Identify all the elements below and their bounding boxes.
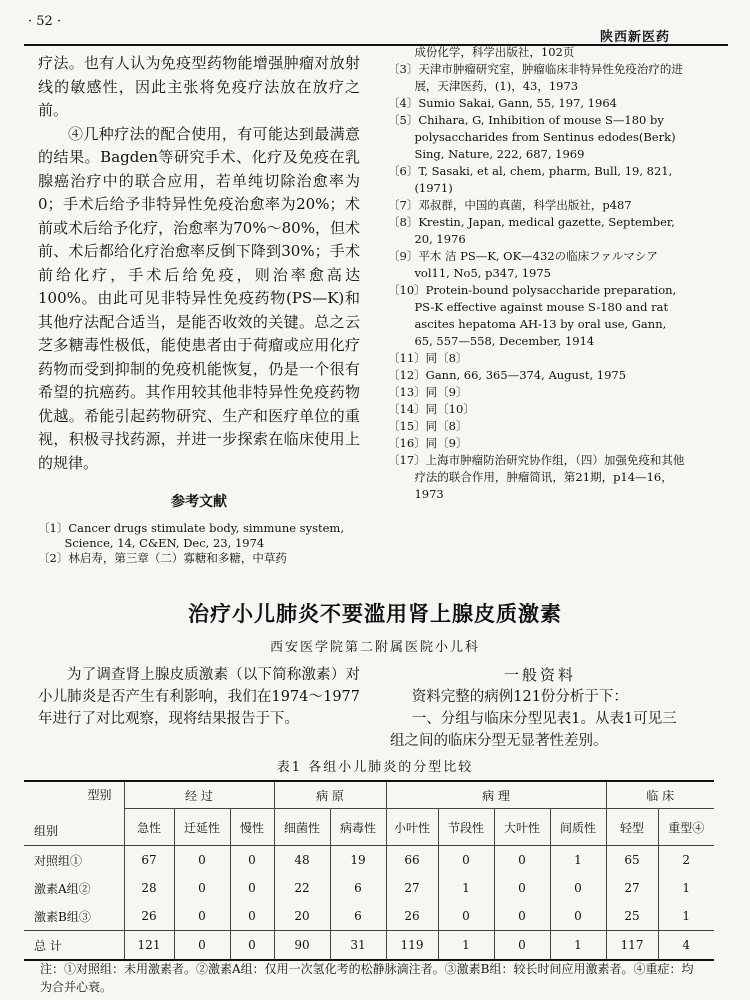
table-cell: 26: [124, 902, 174, 931]
row-label: 总 计: [24, 931, 124, 961]
table-cell: 0: [174, 874, 230, 902]
table-cell: 0: [550, 874, 606, 902]
paragraph: ④几种疗法的配合使用，有可能达到最满意的结果。Bagden等研究手术、化疗及免疫在乳腺癌治疗中的联合应用，若单纯切除治愈率为0；手术后给予非特异性免疫治愈率为20%；术前或术后给予化疗，治愈率为70%～80%，但术前、术后都给化疗治愈率反倒下降到30%；手术前给化疗，手术后给免疫，则治率愈高达100%。由此可见非特异性免疫药物(PS—K)和其他疗法配合适当，是能否收效的关键。总之云芝多糖毒性极低，能使患者由于荷瘤或应用化疗药物而受到抑制的免疫机能恢复，仍是一个很有希望的抗癌药。其作用较其他非特异性免疫药物优越。希能引起药物研究、生产和医疗单位的重视，积极寻找药源，并进一步探索在临床使用上的规律。: [38, 124, 360, 472]
table-row: [24, 874, 714, 902]
table-cell: 26: [386, 902, 438, 931]
reference-item: 〔17〕上海市肿瘤防治研究协作组，（四）加强免疫和其他疗法的联合作用，肿瘤简讯，第21期，p14—16，1973: [388, 453, 685, 501]
column-header: 间质性: [550, 809, 606, 846]
table-row: [24, 846, 714, 875]
table-cell: 0: [174, 931, 230, 961]
column-header: 细菌性: [274, 809, 330, 846]
column-header: 节段性: [438, 809, 494, 846]
table-cell: 1: [550, 846, 606, 875]
column-header: 急性: [124, 809, 174, 846]
group-header: 经 过: [124, 781, 274, 809]
reference-item: 〔7〕邓叔群，中国的真菌，科学出版社，p487: [388, 198, 632, 212]
reference-item: 〔13〕同〔9〕: [388, 385, 468, 399]
table-cell: 48: [274, 846, 330, 875]
reference-item: 〔12〕Gann, 66, 365—374, August, 1975: [388, 368, 627, 382]
table-cell: 0: [494, 902, 550, 931]
group-header: 病 理: [386, 781, 606, 809]
paragraph: 为了调查肾上腺皮质激素（以下简称激素）对小儿肺炎是否产生有利影响，我们在1974～1977年进行了对比观察，现将结果报告于下。: [38, 667, 360, 727]
table-cell: 22: [274, 874, 330, 902]
reference-item: 〔10〕Protein-bound polysaccharide preparation, PS-K effective against mouse S-180 and rat ascites hepatoma AH-13 by oral use, Gann, 65, 557—558, December, 1914: [388, 283, 677, 348]
references-title: 参考文献: [171, 494, 227, 510]
table-cell: 0: [230, 874, 274, 902]
page-number: · 52 ·: [28, 14, 62, 29]
table-cell: 90: [274, 931, 330, 961]
table-row: [24, 902, 714, 931]
reference-item: 〔6〕T, Sasaki, et al, chem, pharm, Bull, 19, 821, (1971): [388, 164, 673, 195]
article-intro: [38, 664, 360, 730]
table-cell: 0: [174, 846, 230, 875]
corner-bottom-label: 组别: [34, 824, 59, 838]
table-cell: 117: [606, 931, 658, 961]
table-row: [24, 931, 714, 961]
reference-item: 〔4〕Sumio Sakai, Gann, 55, 197, 1964: [388, 96, 617, 110]
reference-item: 〔2〕林启寿，第三章（二）寡糖和多糖，中草药: [38, 550, 287, 565]
article-affiliation: 西安医学院第二附属医院小儿科: [269, 640, 480, 655]
table-cell: 0: [438, 846, 494, 875]
table-cell: 66: [386, 846, 438, 875]
group-header: 病 原: [274, 781, 386, 809]
table-cell: 27: [386, 874, 438, 902]
column-header: 病毒性: [330, 809, 386, 846]
table-cell: 67: [124, 846, 174, 875]
left-column: [38, 52, 360, 566]
table-cell: 1: [550, 931, 606, 961]
corner-top-label: 型别: [87, 788, 112, 802]
table-cell: 1: [438, 874, 494, 902]
table-corner-cell: [24, 781, 124, 846]
paragraph: 疗法。也有人认为免疫型药物能增强肿瘤对放射线的敏感性，因此主张将免疫疗法放在放疗之前。: [38, 54, 360, 119]
paragraph: 一、分组与临床分型见表1。从表1可见三组之间的临床分型无显著性差别。: [390, 711, 677, 749]
group-header: 临 床: [606, 781, 714, 809]
row-label: 激素B组③: [24, 902, 124, 931]
table-cell: 121: [124, 931, 174, 961]
column-header: 小叶性: [386, 809, 438, 846]
column-header: 重型④: [658, 809, 714, 846]
reference-item: 〔5〕Chihara, G, Inhibition of mouse S—180 by polysaccharides from Sentinus edodes(Berk) Sing, Nature, 222, 687, 1969: [388, 113, 676, 161]
table-cell: 0: [230, 902, 274, 931]
paragraph: 资料完整的病例121份分析于下：: [411, 689, 628, 705]
table-cell: 4: [658, 931, 714, 961]
column-header: 慢性: [230, 809, 274, 846]
table-cell: 27: [606, 874, 658, 902]
reference-item: 〔11〕同〔8〕: [388, 351, 468, 365]
journal-name: 陕西新医药: [600, 30, 671, 45]
table-cell: 2: [682, 853, 691, 867]
article-title: 治疗小儿肺炎不要滥用肾上腺皮质激素: [188, 602, 562, 626]
reference-item: 〔1〕Cancer drugs stimulate body, simmune system, Science, 14, C&EN, Dec, 23, 1974: [38, 520, 344, 550]
table-cell: 0: [230, 931, 274, 961]
right-column-references: [388, 44, 688, 503]
column-header: 轻型: [606, 809, 658, 846]
table-caption: 表1 各组小儿肺炎的分型比较: [276, 760, 474, 775]
table-cell: 1: [682, 909, 691, 923]
table-cell: 0: [550, 902, 606, 931]
reference-item: 〔14〕同〔10〕: [388, 402, 475, 416]
table-cell: 0: [230, 846, 274, 875]
row-label: 激素A组②: [24, 874, 124, 902]
table-cell: 0: [494, 874, 550, 902]
reference-item: 〔9〕平木 洁 PS—K, OK—432の临床ファルマシアvol11, No5, p347, 1975: [388, 249, 658, 280]
row-label: 对照组①: [24, 846, 124, 875]
column-header: 迁延性: [174, 809, 230, 846]
table-cell: 25: [606, 902, 658, 931]
table-cell: 1: [438, 931, 494, 961]
table-cell: 119: [386, 931, 438, 961]
table-cell: 65: [606, 846, 658, 875]
table-cell: 0: [438, 902, 494, 931]
table-cell: 28: [124, 874, 174, 902]
section-title: 一般资料: [503, 666, 576, 684]
table-cell: 6: [330, 902, 386, 931]
section-body: [390, 686, 690, 752]
table-body: [24, 846, 714, 961]
table-cell: 31: [330, 931, 386, 961]
table-cell: 0: [494, 846, 550, 875]
classification-table: [24, 780, 714, 961]
reference-item: 〔8〕Krestin, Japan, medical gazette, September, 20, 1976: [388, 215, 675, 246]
table-cell: 19: [330, 846, 386, 875]
table-cell: 6: [330, 874, 386, 902]
table-cell: 20: [274, 902, 330, 931]
column-header: 大叶性: [494, 809, 550, 846]
reference-item: 〔16〕同〔9〕: [388, 436, 468, 450]
table-notes: 注：①对照组：未用激素者。②激素A组：仅用一次氢化考的松静脉滴注者。③激素B组：较长时间应用激素者。④重症：均为合并心衰。: [40, 962, 694, 994]
table-cell: 1: [682, 881, 691, 895]
table-cell: 0: [494, 931, 550, 961]
reference-item: 成份化学，科学出版社，102页: [414, 45, 575, 59]
table-cell: 0: [174, 902, 230, 931]
reference-item: 〔15〕同〔8〕: [388, 419, 468, 433]
reference-item: 〔3〕天津市肿瘤研究室，肿瘤临床非特异性免疫治疗的进展，天津医药，(1)，43，1973: [388, 62, 683, 93]
